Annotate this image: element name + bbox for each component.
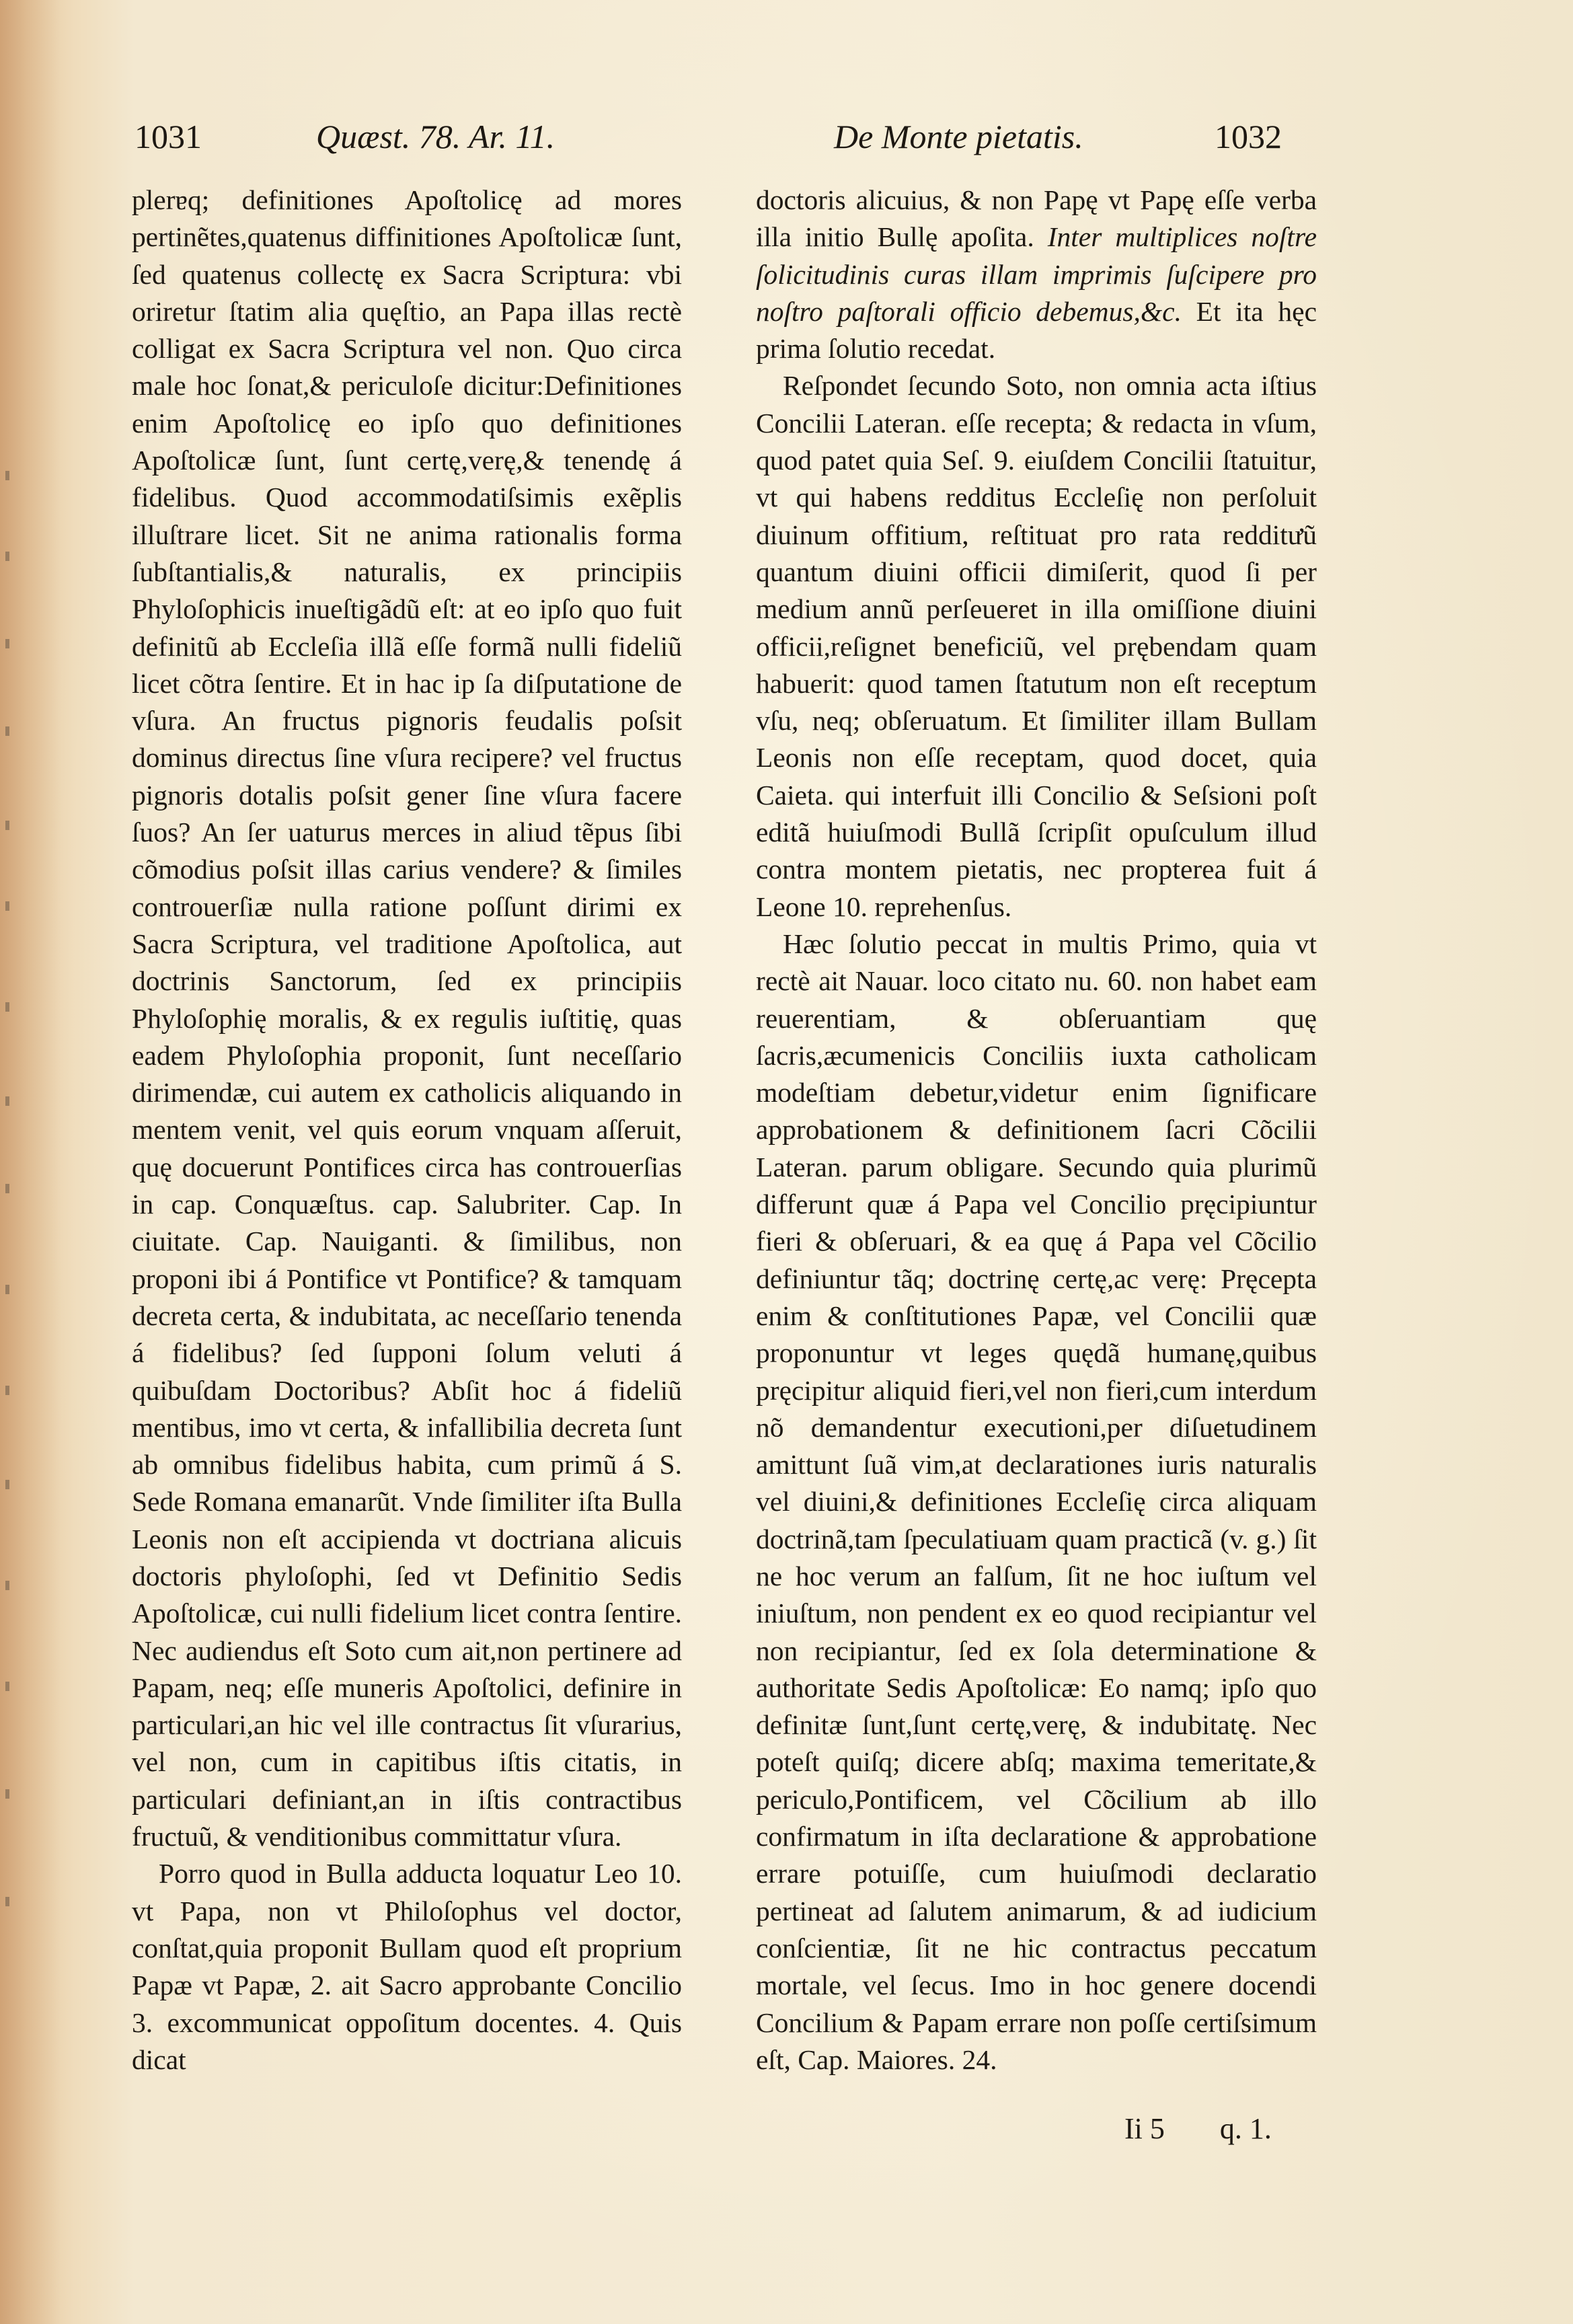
right-paragraph-3: Hæc ſolutio peccat in multis Primo, quia vt rectè ait Nauar. loco citato nu. 60. non habet eam reuerentiam, & obſeruantiam quę ſacris,æcumenicis Conciliis iuxta catholicam modeſtiam debetur,videtur enim ſignificare approbationem & definitionem ſacri Cõcilii Lateran. parum obligare. Secundo quia plurimũ differunt quæ á Papa vel Concilio pręcipiuntur fieri & obſeruari, & ea quę á Papa vel Cõcilio definiuntur tãq; doctrinę certę,ac verę: Pręcepta enim & conſtitutiones Papæ, vel Concilii quæ proponuntur vt leges quędã humanę,quibus pręcipitur aliquid fieri,vel non fieri,cum interdum nõ demandentur executioni,per diſuetudinem amittunt ſuã vim,at declarationes iuris naturalis vel diuini,& definitiones Eccleſię circa aliquam doctrinã,tam ſpeculatiuam quam practicã (v. g.) ſit ne hoc verum an falſum, ſit ne hoc iuſtum vel iniuſtum, non pendent ex eo quod recipiantur vel non recipiantur, ſed ex ſola determinatione & authoritate Sedis Apoſtolicæ: Eo namq; ipſo quo definitæ ſunt,ſunt certę,verę, & indubitatę. Nec poteſt quiſq; dicere abſq; maxima temeritate,& periculo,Pontificem, vel Cõcilium ab illo confirmatum in iſta declaratione & approbatione errare potuiſſe, cum huiuſmodi declaratio pertineat ad ſalutem animarum, & ad iudicium conſcientiæ, ſit ne hic contractus peccatum mortale, vel ſecus. Imo in hoc genere docendi Concilium & Papam errare non poſſe certiſsimum eſt, Cap. Maiores. 24.	[756, 928, 1317, 2075]
left-folio: 1031	[135, 118, 202, 155]
left-running-title: Quæst. 78. Ar. 11.	[316, 118, 555, 155]
signature-mark: Ii 5 q. 1.	[1124, 2112, 1272, 2145]
margin-bleed-marks	[0, 471, 20, 2018]
left-paragraph-1: plerɐq; definitiones Apoſtolicę ad mores pertinẽtes,quatenus diffinitiones Apoſtolicæ ſunt, ſed quatenus collectę ex Sacra Scriptura: vbi oriretur ſtatim alia quęſtio, an Papa illas rectè colligat ex Sacra Scriptura vel non. Quo circa male hoc ſonat,& periculoſe dicitur:Definitiones enim Apoſtolicę eo ipſo quo definitiones Apoſtolicæ ſunt, ſunt certę,verę,& tenendę á fidelibus. Quod accommodatiſsimis exẽplis illuſtrare licet. Sit ne anima rationalis forma ſubſtantialis,& naturalis, ex principiis Phyloſophicis inueſtigãdũ eſt: at eo ipſo quo fuit definitũ ab Eccleſia illã eſſe formã nulli fideliũ licet cõtra ſentire. Et in hac ip ſa diſputatione de vſura. An fructus pignoris feudalis poſsit dominus directus ſine vſura recipere? vel fructus pignoris dotalis poſsit gener ſine vſura facere ſuos? An ſer uaturus merces in aliud tẽpus ſibi cõmodius poſsit illas carius vendere? & ſimiles controuerſiæ nulla ratione poſſunt dirimi ex Sacra Scriptura, vel traditione Apoſtolica, aut doctrinis Sanctorum, ſed ex principiis Phyloſophię moralis, & ex regulis iuſtitię, quas eadem Phyloſophia proponit, ſunt neceſſario dirimendæ, cui autem ex catholicis aliquando in mentem venit, vel quis eorum vnquam aſſeruit, quę docuerunt Pontifices circa has controuerſias in cap. Conquæſtus. cap. Salubriter. Cap. In ciuitate. Cap. Nauiganti. & ſimilibus, non proponi ibi á Pontifice vt Pontifice? & tamquam decreta certa, & indubitata, ac neceſſario tenenda á fidelibus? ſed ſupponi ſolum veluti á quibuſdam Doctoribus? Abſit hoc á fideliũ mentibus, imo vt certa, & infallibilia decreta ſunt ab omnibus fidelibus habita, cum primũ á S. Sede Romana emanarũt. Vnde ſimiliter iſta Bulla Leonis non eſt accipienda vt doctriana alicuis doctoris phyloſophi, ſed vt Definitio Sedis Apoſtolicæ, cui nulli fidelium licet contra ſentire. Nec audiendus eſt Soto cum ait,non pertinere ad Papam, neq; eſſe muneris Apoſtolici, definire in particulari,an hic vel ille contractus ſit vſurarius, vel non, cum in capitibus iſtis citatis, in particulari definiant,an in iſtis contractibus fructuũ, & venditionibus committatur vſura.	[132, 184, 682, 1852]
right-running-title: De Monte pietatis.	[834, 118, 1083, 155]
left-paragraph-2: Porro quod in Bulla adducta loquatur Leo 10. vt Papa, non vt Philoſophus vel doctor, conſtat,quia proponit Bullam quod eſt proprium Papæ vt Papæ, 2. ait Sacro approbante Concilio 3. excommunicat oppoſitum docentes. 4. Quis dicat	[132, 1858, 682, 2075]
bull-quotation: Inter multiplices noſtre ſolicitudinis curas illam imprimis ſuſcipere pro noſtro paſtorali officio debemus,&c.	[756, 221, 1317, 327]
right-text-column	[756, 182, 1317, 2078]
right-paragraph-2: Reſpondet ſecundo Soto, non omnia acta iſtius Concilii Lateran. eſſe recepta; & redacta in vſum, quod patet quia Seſ. 9. eiuſdem Concilii ſtatuitur, vt qui habens redditus Eccleſię non perſoluit diuinum offitium, reſtituat pro rata redditưũ quantum diuini officii dimiſerit, quod ſi per medium annũ perſeueret in illa omiſſione diuini officii,reſignet beneficiũ, vel prębendam quam habuerit: quod tamen ſtatutum non eſt receptum vſu, neq; obſeruatum. Et ſimiliter illam Bullam Leonis non eſſe receptam, quod docet, quia Caieta. qui interfuit illi Concilio & Seſsioni poſt editã huiuſmodi Bullã ſcripſit opuſculum illud contra montem pietatis, nec propterea fuit á Leone 10. reprehenſus.	[756, 370, 1317, 922]
left-text-column	[132, 182, 682, 2078]
catchword: q. 1.	[1219, 2112, 1272, 2145]
right-paragraph-opening: doctoris alicuius, & non Papę vt Papę eſſe verba illa initio Bullę apoſita. Inter multiplices noſtre ſolicitudinis curas illam imprimis ſuſcipere pro noſtro paſtorali officio debemus,&c. Et ita hęc prima ſolutio recedat.	[756, 184, 1317, 365]
right-folio: 1032	[1215, 118, 1282, 155]
